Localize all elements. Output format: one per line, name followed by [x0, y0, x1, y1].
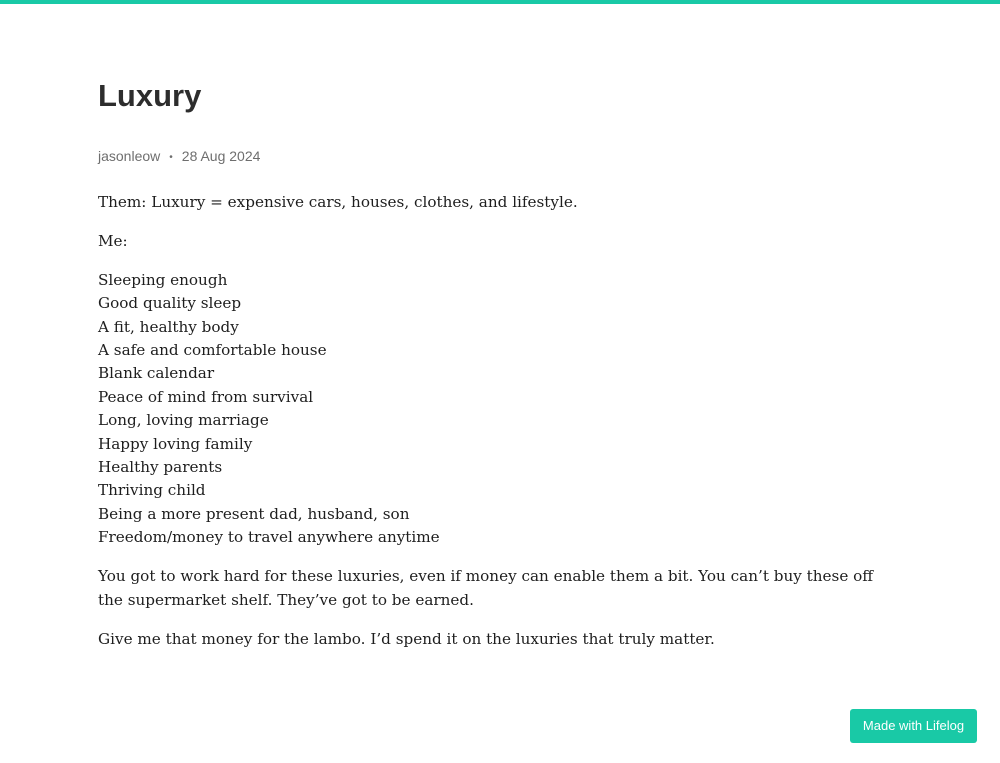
list-item: Peace of mind from survival	[98, 387, 314, 406]
list-item: Blank calendar	[98, 364, 215, 383]
list-item: Happy loving family	[98, 434, 253, 453]
post-paragraph: Them: Luxury = expensive cars, houses, clothes, and lifestyle.	[98, 193, 578, 211]
post-author[interactable]: jasonleow	[98, 148, 161, 164]
list-item: Long, loving marriage	[98, 411, 269, 430]
list-item: Sleeping enough	[98, 270, 228, 289]
list-item: Thriving child	[98, 481, 206, 500]
post-meta	[98, 147, 260, 167]
post-paragraph: You got to work hard for these luxuries, even if money can enable them a bit. You can’t buy these off the supermarket shelf. They’ve got to be earned.	[98, 567, 874, 609]
post-paragraph: Me:	[98, 231, 128, 250]
post-title: Luxury	[98, 78, 202, 113]
meta-separator: •	[169, 152, 173, 163]
post-paragraph: Give me that money for the lambo. I’d spend it on the luxuries that truly matter.	[98, 629, 715, 648]
top-accent-bar	[0, 0, 1000, 4]
post-body	[98, 191, 888, 666]
list-item: A fit, healthy body	[98, 317, 239, 336]
post-date: 28 Aug 2024	[181, 148, 261, 164]
list-item: Good quality sleep	[98, 294, 242, 313]
made-with-lifelog-button[interactable]: Made with Lifelog	[850, 709, 977, 743]
list-item: Healthy parents	[98, 458, 223, 477]
luxury-list	[98, 269, 888, 550]
list-item: Freedom/money to travel anywhere anytime	[98, 528, 440, 547]
list-item: A safe and comfortable house	[98, 341, 327, 360]
list-item: Being a more present dad, husband, son	[98, 504, 410, 523]
